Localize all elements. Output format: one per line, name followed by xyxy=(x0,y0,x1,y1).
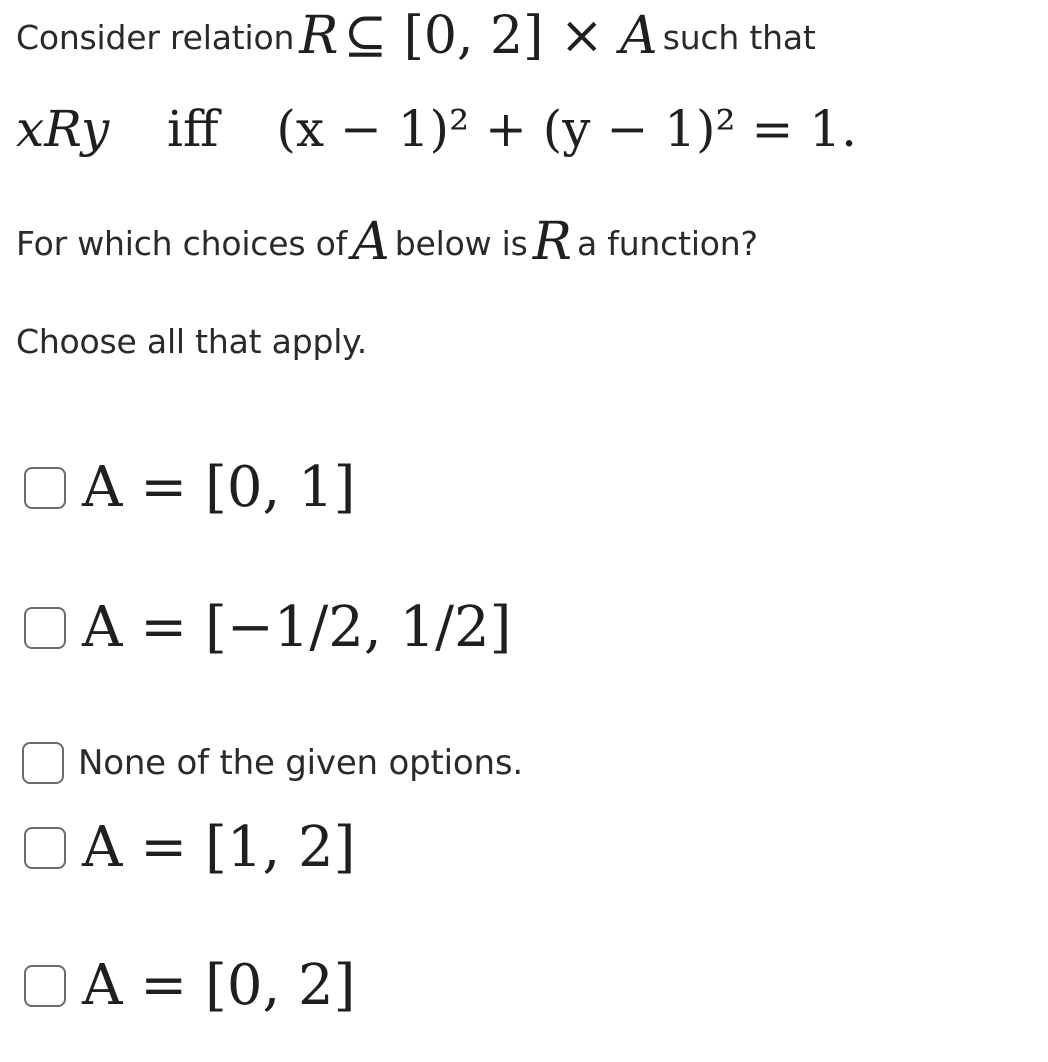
option-checkbox[interactable] xyxy=(22,742,64,784)
option-a-0-1[interactable] xyxy=(24,455,356,520)
option-none[interactable] xyxy=(22,742,523,784)
question-intro xyxy=(16,6,816,66)
question-prompt xyxy=(16,212,758,272)
option-label: None of the given options. xyxy=(78,743,523,783)
definition-iff: iff xyxy=(167,100,219,158)
prompt-set-symbol: A xyxy=(352,212,390,272)
option-checkbox[interactable] xyxy=(24,965,66,1007)
intro-suffix: such that xyxy=(662,18,816,57)
prompt-relation-symbol: R xyxy=(532,212,572,272)
option-checkbox[interactable] xyxy=(24,467,66,509)
option-a-neg-half-half[interactable] xyxy=(24,595,512,660)
subset-expression: ⊆ [0, 2] × xyxy=(343,6,621,66)
relation-symbol: R xyxy=(299,6,339,66)
instruction-text: Choose all that apply. xyxy=(16,322,368,361)
definition-lhs: xRy xyxy=(16,100,110,158)
prompt-prefix: For which choices of xyxy=(16,224,348,263)
option-label: A = [0, 1] xyxy=(82,455,356,520)
option-checkbox[interactable] xyxy=(24,827,66,869)
option-a-0-2[interactable] xyxy=(24,953,356,1018)
option-label: A = [−1/2, 1/2] xyxy=(82,595,512,660)
option-checkbox[interactable] xyxy=(24,607,66,649)
intro-prefix: Consider relation xyxy=(16,18,295,57)
definition-equation: (x − 1)² + (y − 1)² = 1. xyxy=(276,100,857,158)
option-a-1-2[interactable] xyxy=(24,815,356,880)
option-label: A = [1, 2] xyxy=(82,815,356,880)
relation-definition xyxy=(16,100,857,158)
option-label: A = [0, 2] xyxy=(82,953,356,1018)
set-symbol: A xyxy=(620,6,658,66)
prompt-middle: below is xyxy=(394,224,528,263)
prompt-suffix: a function? xyxy=(576,224,758,263)
